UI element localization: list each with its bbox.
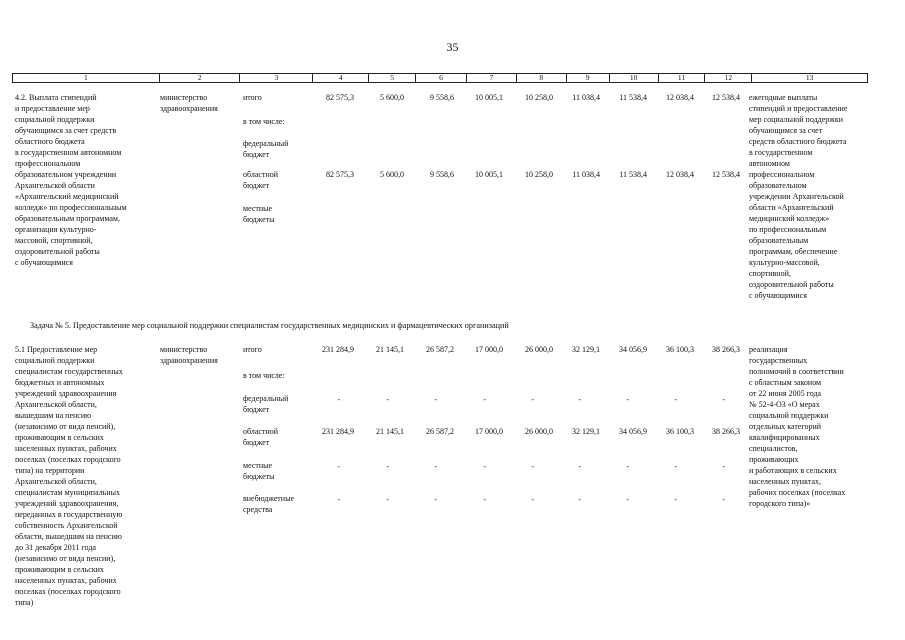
row51-extra-dash: - xyxy=(386,495,389,504)
table-header xyxy=(12,73,868,83)
header-col-6: 6 xyxy=(416,74,467,82)
row51-total-2014: 21 145,1 xyxy=(376,345,404,354)
header-col-5: 5 xyxy=(369,74,416,82)
row51-regional-2017: 26 000,0 xyxy=(525,427,553,436)
row51-extra-dash: - xyxy=(674,495,677,504)
row51-local-dash: - xyxy=(386,462,389,471)
header-col-11: 11 xyxy=(659,74,706,82)
row42-total-2018: 11 038,4 xyxy=(572,93,600,102)
row51-federal-dash: - xyxy=(578,395,581,404)
row51-extra-dash: - xyxy=(483,495,486,504)
row42-total-2015: 9 558,6 xyxy=(430,93,454,102)
row51-federal-dash: - xyxy=(531,395,534,404)
row51-local-dash: - xyxy=(674,462,677,471)
row42-source-federal: федеральный бюджет xyxy=(243,139,289,159)
row51-regional-2020: 36 100,3 xyxy=(666,427,694,436)
row51-regional-2014: 21 145,1 xyxy=(376,427,404,436)
row51-regional-2021: 38 266,3 xyxy=(712,427,740,436)
row42-total-2020: 12 038,4 xyxy=(666,93,694,102)
row51-total-2017: 26 000,0 xyxy=(525,345,553,354)
row51-extra-dash: - xyxy=(531,495,534,504)
row51-source-including: в том числе: xyxy=(243,371,285,380)
row51-source-extra: внебюджетные средства xyxy=(243,494,294,514)
row42-regional-2019: 11 538,4 xyxy=(619,170,647,179)
header-col-8: 8 xyxy=(517,74,567,82)
row42-regional-2014-2020: 82 575,3 xyxy=(326,170,354,179)
row42-source-local: местные бюджеты xyxy=(243,204,275,224)
row51-federal-dash: - xyxy=(626,395,629,404)
row42-regional-2016: 10 005,1 xyxy=(475,170,503,179)
row51-total-2014-2020: 231 284,9 xyxy=(322,345,354,354)
row51-local-dash: - xyxy=(434,462,437,471)
row51-federal-dash: - xyxy=(434,395,437,404)
row51-local-dash: - xyxy=(626,462,629,471)
row42-total-2014: 5 600,0 xyxy=(380,93,404,102)
row42-name: 4.2. Выплата стипендий и предоставление мер социальной поддержки обучающимся за счет средств областного бюджета в государственном автономном профессиональном образовательном учреждении Архангельской области «Архангельский медицинский колледж» по профессиональным образовательным программам, организация культурно- массовой, спортивной, оздоровительной работы с обучающимися xyxy=(15,93,127,267)
row42-regional-2014: 5 600,0 xyxy=(380,170,404,179)
row51-source-total: итого xyxy=(243,345,262,354)
row51-total-2018: 32 129,1 xyxy=(572,345,600,354)
row51-federal-dash: - xyxy=(722,395,725,404)
row42-total-2019: 11 538,4 xyxy=(619,93,647,102)
row51-total-2019: 34 056,9 xyxy=(619,345,647,354)
header-col-12: 12 xyxy=(705,74,752,82)
row51-local-dash: - xyxy=(337,462,340,471)
row42-total-2017: 10 258,0 xyxy=(525,93,553,102)
row42-total-2021: 12 538,4 xyxy=(712,93,740,102)
row51-local-dash: - xyxy=(483,462,486,471)
header-col-1: 1 xyxy=(13,74,160,82)
row42-regional-2017: 10 258,0 xyxy=(525,170,553,179)
row42-regional-2021: 12 538,4 xyxy=(712,170,740,179)
row51-source-local: местные бюджеты xyxy=(243,461,275,481)
row51-total-2020: 36 100,3 xyxy=(666,345,694,354)
row51-extra-dash: - xyxy=(626,495,629,504)
row42-regional-2015: 9 558,6 xyxy=(430,170,454,179)
row51-federal-dash: - xyxy=(337,395,340,404)
row51-result: реализация государственных полномочий в соответствии с областным законом от 22 июня 2005 года № 52-4-ОЗ «О мерах социальной поддержки отдельных категорий квалифицированных специалистов, проживающих и работающих в сельских населенных пунктах, рабочих поселках (поселках городского типа)» xyxy=(749,345,846,508)
row51-local-dash: - xyxy=(531,462,534,471)
row51-regional-2014-2020: 231 284,9 xyxy=(322,427,354,436)
header-col-13: 13 xyxy=(805,73,814,82)
task5-heading: Задача № 5. Предоставление мер социальной поддержки специалистам государственных медицинских и фармацевтических организаций xyxy=(30,321,509,330)
row51-federal-dash: - xyxy=(386,395,389,404)
row51-extra-dash: - xyxy=(722,495,725,504)
row42-regional-2018: 11 038,4 xyxy=(572,170,600,179)
row51-source-regional: областной бюджет xyxy=(243,427,279,447)
row51-executor: министерство здравоохранения xyxy=(160,345,218,365)
row42-total-2014-2020: 82 575,3 xyxy=(326,93,354,102)
row42-result: ежегодные выплаты стипендий и предоставление мер социальной поддержки обучающимся за счет средств областного бюджета в государственном автономном профессиональном образовательном учреждении Архангельской области «Архангельский медицинский колледж» по профессиональным образовательным программам, обеспечение культурно-массовой, спортивной, оздоровительной работы с обучающимися xyxy=(749,93,848,300)
row51-regional-2019: 34 056,9 xyxy=(619,427,647,436)
row51-local-dash: - xyxy=(722,462,725,471)
row42-executor: министерство здравоохранения xyxy=(160,93,218,113)
row51-local-dash: - xyxy=(578,462,581,471)
row51-extra-dash: - xyxy=(434,495,437,504)
row51-total-2021: 38 266,3 xyxy=(712,345,740,354)
row51-source-federal: федеральный бюджет xyxy=(243,394,289,414)
row42-source-total: итого xyxy=(243,93,262,102)
header-col-2: 2 xyxy=(160,74,241,82)
row51-extra-dash: - xyxy=(337,495,340,504)
page-number: 35 xyxy=(446,40,459,54)
row51-total-2015: 26 587,2 xyxy=(426,345,454,354)
header-col-7: 7 xyxy=(467,74,517,82)
row42-total-2016: 10 005,1 xyxy=(475,93,503,102)
row51-regional-2015: 26 587,2 xyxy=(426,427,454,436)
row51-name: 5.1 Предоставление мер социальной поддержки специалистам государственных бюджетных и автономных учреждений здравоохранения Архангельской области, вышедшим на пенсию (независимо от вида пенсий), проживающим в сельских населенных пунктах, рабочих поселках (поселках городского типа) на территории Архангельской области, специалистам муниципальных учреждений здравоохранения, переданных в государственную собственность Архангельской области, вышедшим на пенсию до 31 декабря 2011 года (независимо от вида пенсии), проживающим в сельских населенных пунктах, рабочих поселках (поселках городского типа) xyxy=(15,345,123,607)
header-col-4: 4 xyxy=(313,74,369,82)
row51-extra-dash: - xyxy=(578,495,581,504)
row51-federal-dash: - xyxy=(483,395,486,404)
row42-regional-2020: 12 038,4 xyxy=(666,170,694,179)
row42-source-regional: областной бюджет xyxy=(243,170,279,190)
row51-total-2016: 17 000,0 xyxy=(475,345,503,354)
row42-source-including: в том числе: xyxy=(243,117,285,126)
row51-regional-2016: 17 000,0 xyxy=(475,427,503,436)
header-col-9: 9 xyxy=(567,74,610,82)
row51-federal-dash: - xyxy=(674,395,677,404)
header-col-3: 3 xyxy=(240,74,313,82)
row51-regional-2018: 32 129,1 xyxy=(572,427,600,436)
header-col-10: 10 xyxy=(610,74,659,82)
